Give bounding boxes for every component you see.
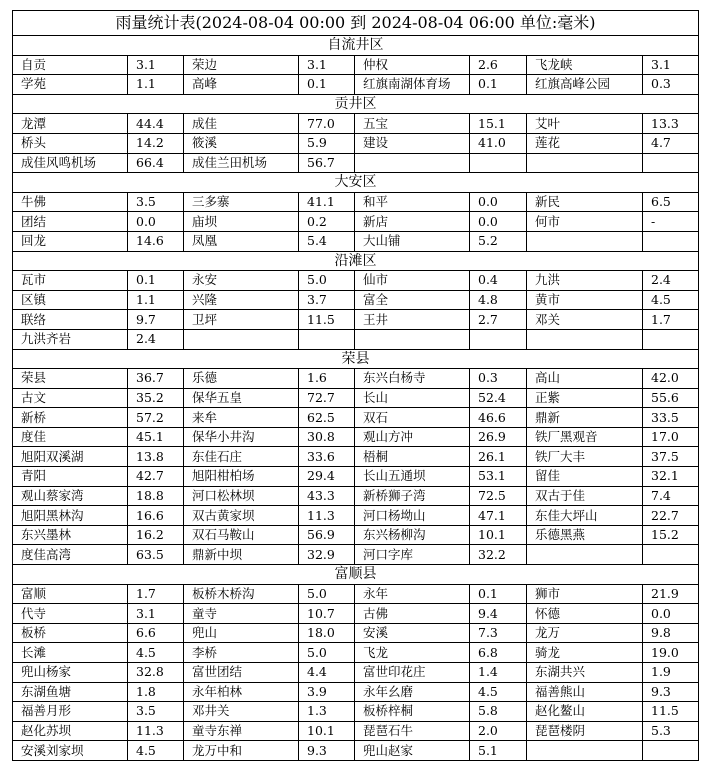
table-row — [13, 192, 699, 212]
rainfall-value: 5.8 — [470, 702, 527, 722]
rainfall-value: 4.8 — [470, 290, 527, 310]
rainfall-value: 0.3 — [643, 75, 699, 95]
rainfall-value: - — [643, 212, 699, 232]
station-name: 赵化鳌山 — [527, 702, 643, 722]
station-name: 正紫 — [527, 388, 643, 408]
station-name: 度佳 — [13, 427, 128, 447]
station-name: 保华五皇 — [184, 388, 299, 408]
station-name: 卫坪 — [184, 310, 299, 330]
table-row — [13, 114, 699, 134]
rainfall-value: 45.1 — [128, 427, 184, 447]
rainfall-value: 0.1 — [299, 75, 355, 95]
station-name: 永年幺磨 — [355, 682, 470, 702]
rainfall-value: 42.0 — [643, 369, 699, 389]
station-name: 旭阳黑林沟 — [13, 506, 128, 526]
rainfall-value: 0.1 — [128, 271, 184, 291]
rainfall-value: 35.2 — [128, 388, 184, 408]
rainfall-value: 1.8 — [128, 682, 184, 702]
station-name: 永安 — [184, 271, 299, 291]
station-name: 兴隆 — [184, 290, 299, 310]
station-name: 王井 — [355, 310, 470, 330]
station-name: 黄市 — [527, 290, 643, 310]
station-name: 乐德 — [184, 369, 299, 389]
table-row — [13, 721, 699, 741]
station-name: 富全 — [355, 290, 470, 310]
district-name: 荣县 — [13, 349, 699, 369]
station-name: 鼎新中坝 — [184, 545, 299, 565]
station-name: 长滩 — [13, 643, 128, 663]
rainfall-value: 9.3 — [643, 682, 699, 702]
station-name: 双石马鞍山 — [184, 525, 299, 545]
table-row — [13, 447, 699, 467]
title-row — [13, 11, 699, 36]
rainfall-value: 0.0 — [128, 212, 184, 232]
table-row — [13, 525, 699, 545]
station-name: 河口杨坳山 — [355, 506, 470, 526]
rainfall-value: 4.5 — [128, 643, 184, 663]
station-name: 古佛 — [355, 604, 470, 624]
station-name: 联络 — [13, 310, 128, 330]
station-name: 自贡 — [13, 55, 128, 75]
district-name: 大安区 — [13, 173, 699, 193]
rainfall-value: 0.0 — [643, 604, 699, 624]
rainfall-value: 32.9 — [299, 545, 355, 565]
rainfall-value: 6.6 — [128, 623, 184, 643]
station-name: 河口字库 — [355, 545, 470, 565]
station-name: 双石 — [355, 408, 470, 428]
rainfall-value: 0.0 — [470, 192, 527, 212]
rainfall-value: 32.2 — [470, 545, 527, 565]
table-row — [13, 212, 699, 232]
rainfall-value: 33.5 — [643, 408, 699, 428]
table-row — [13, 467, 699, 487]
district-header-row — [13, 565, 699, 585]
rainfall-value: 6.8 — [470, 643, 527, 663]
station-name: 东湖鱼塘 — [13, 682, 128, 702]
rainfall-value: 4.5 — [643, 290, 699, 310]
rainfall-value: 5.0 — [299, 584, 355, 604]
station-name: 福善月形 — [13, 702, 128, 722]
rainfall-value: 19.0 — [643, 643, 699, 663]
rainfall-value — [643, 741, 699, 761]
station-name: 福善熊山 — [527, 682, 643, 702]
rainfall-value: 21.9 — [643, 584, 699, 604]
station-name: 代寺 — [13, 604, 128, 624]
table-row — [13, 545, 699, 565]
rainfall-value: 9.4 — [470, 604, 527, 624]
station-name: 庙坝 — [184, 212, 299, 232]
rainfall-value: 3.1 — [299, 55, 355, 75]
station-name: 新民 — [527, 192, 643, 212]
station-name: 筱溪 — [184, 133, 299, 153]
rainfall-value: 0.2 — [299, 212, 355, 232]
rainfall-value: 32.8 — [128, 663, 184, 683]
rainfall-value: 1.3 — [299, 702, 355, 722]
station-name: 仙市 — [355, 271, 470, 291]
rainfall-value: 11.3 — [299, 506, 355, 526]
station-name: 永年 — [355, 584, 470, 604]
rainfall-value: 3.5 — [128, 702, 184, 722]
rainfall-value: 11.5 — [299, 310, 355, 330]
district-name: 自流井区 — [13, 36, 699, 56]
rainfall-value: 11.5 — [643, 702, 699, 722]
station-name: 大山铺 — [355, 231, 470, 251]
rainfall-value — [299, 329, 355, 349]
station-name: 安溪 — [355, 623, 470, 643]
station-name: 李桥 — [184, 643, 299, 663]
rainfall-value: 17.0 — [643, 427, 699, 447]
station-name: 琵琶楼阴 — [527, 721, 643, 741]
station-name: 来牟 — [184, 408, 299, 428]
station-name: 新桥 — [13, 408, 128, 428]
station-name: 东佳石庄 — [184, 447, 299, 467]
rainfall-value: 5.2 — [470, 231, 527, 251]
station-name: 和平 — [355, 192, 470, 212]
table-row — [13, 623, 699, 643]
rainfall-value: 13.8 — [128, 447, 184, 467]
rainfall-value: 56.9 — [299, 525, 355, 545]
station-name: 成佳 — [184, 114, 299, 134]
station-name: 骑龙 — [527, 643, 643, 663]
district-name: 富顺县 — [13, 565, 699, 585]
rainfall-value: 1.1 — [128, 75, 184, 95]
rainfall-value: 2.6 — [470, 55, 527, 75]
rainfall-value: 1.9 — [643, 663, 699, 683]
station-name: 赵化苏坝 — [13, 721, 128, 741]
station-name: 邓井关 — [184, 702, 299, 722]
table-row — [13, 584, 699, 604]
station-name: 兜山杨家 — [13, 663, 128, 683]
station-name: 度佳高湾 — [13, 545, 128, 565]
station-name: 莲花 — [527, 133, 643, 153]
table-row — [13, 388, 699, 408]
rainfall-value: 0.1 — [470, 584, 527, 604]
table-row — [13, 702, 699, 722]
station-name: 高峰 — [184, 75, 299, 95]
table-row — [13, 408, 699, 428]
station-name: 旭阳柑柏场 — [184, 467, 299, 487]
table-row — [13, 486, 699, 506]
station-name: 板桥 — [13, 623, 128, 643]
rainfall-value: 66.4 — [128, 153, 184, 173]
table-row — [13, 604, 699, 624]
station-name: 龙万 — [527, 623, 643, 643]
station-name: 龙潭 — [13, 114, 128, 134]
table-row — [13, 369, 699, 389]
district-header-row — [13, 94, 699, 114]
rainfall-value: 42.7 — [128, 467, 184, 487]
station-name: 琵琶石牛 — [355, 721, 470, 741]
rainfall-value: 6.5 — [643, 192, 699, 212]
station-name: 回龙 — [13, 231, 128, 251]
rainfall-table-body — [13, 11, 699, 761]
rainfall-value: 1.6 — [299, 369, 355, 389]
rainfall-value: 7.4 — [643, 486, 699, 506]
rainfall-value: 4.4 — [299, 663, 355, 683]
rainfall-value: 18.0 — [299, 623, 355, 643]
rainfall-value: 0.0 — [470, 212, 527, 232]
station-name — [527, 153, 643, 173]
rainfall-value — [643, 329, 699, 349]
table-row — [13, 741, 699, 761]
station-name: 龙万中和 — [184, 741, 299, 761]
station-name: 兜山赵家 — [355, 741, 470, 761]
station-name: 双古于佳 — [527, 486, 643, 506]
rainfall-value: 52.4 — [470, 388, 527, 408]
rainfall-table — [12, 10, 699, 761]
rainfall-value: 53.1 — [470, 467, 527, 487]
station-name: 成佳风鸣机场 — [13, 153, 128, 173]
station-name: 团结 — [13, 212, 128, 232]
station-name: 留佳 — [527, 467, 643, 487]
table-row — [13, 310, 699, 330]
rainfall-value: 37.5 — [643, 447, 699, 467]
station-name: 东佳大坪山 — [527, 506, 643, 526]
table-row — [13, 682, 699, 702]
station-name: 仲权 — [355, 55, 470, 75]
station-name: 牛佛 — [13, 192, 128, 212]
rainfall-value: 3.7 — [299, 290, 355, 310]
station-name — [527, 329, 643, 349]
station-name: 瓦市 — [13, 271, 128, 291]
station-name: 古文 — [13, 388, 128, 408]
station-name — [355, 153, 470, 173]
rainfall-value: 29.4 — [299, 467, 355, 487]
station-name: 邓关 — [527, 310, 643, 330]
rainfall-value: 55.6 — [643, 388, 699, 408]
rainfall-value: 2.4 — [643, 271, 699, 291]
rainfall-value: 10.1 — [299, 721, 355, 741]
station-name: 河口松林坝 — [184, 486, 299, 506]
station-name: 富世团结 — [184, 663, 299, 683]
rainfall-value: 26.9 — [470, 427, 527, 447]
rainfall-value: 16.2 — [128, 525, 184, 545]
rainfall-value: 5.4 — [299, 231, 355, 251]
station-name: 艾叶 — [527, 114, 643, 134]
rainfall-value: 3.1 — [128, 55, 184, 75]
rainfall-value: 11.3 — [128, 721, 184, 741]
station-name: 东兴墨林 — [13, 525, 128, 545]
rainfall-value: 1.1 — [128, 290, 184, 310]
table-row — [13, 271, 699, 291]
rainfall-value: 63.5 — [128, 545, 184, 565]
rainfall-value: 9.3 — [299, 741, 355, 761]
rainfall-value: 72.5 — [470, 486, 527, 506]
table-title: 雨量统计表(2024-08-04 00:00 到 2024-08-04 06:00 单位:毫米) — [13, 11, 699, 36]
station-name: 童寺 — [184, 604, 299, 624]
rainfall-value: 44.4 — [128, 114, 184, 134]
rainfall-value: 4.7 — [643, 133, 699, 153]
station-name: 五宝 — [355, 114, 470, 134]
table-row — [13, 153, 699, 173]
rainfall-value: 36.7 — [128, 369, 184, 389]
station-name: 观山方冲 — [355, 427, 470, 447]
station-name: 飞龙峡 — [527, 55, 643, 75]
station-name: 旭阳双溪湖 — [13, 447, 128, 467]
rainfall-value: 1.4 — [470, 663, 527, 683]
table-row — [13, 643, 699, 663]
rainfall-value: 15.2 — [643, 525, 699, 545]
rainfall-value: 16.6 — [128, 506, 184, 526]
table-row — [13, 329, 699, 349]
station-name: 双古黄家坝 — [184, 506, 299, 526]
table-row — [13, 133, 699, 153]
district-header-row — [13, 251, 699, 271]
rainfall-value: 5.3 — [643, 721, 699, 741]
rainfall-value: 1.7 — [128, 584, 184, 604]
station-name: 铁厂大丰 — [527, 447, 643, 467]
table-row — [13, 75, 699, 95]
rainfall-value: 13.3 — [643, 114, 699, 134]
rainfall-value — [643, 231, 699, 251]
station-name: 板桥木桥沟 — [184, 584, 299, 604]
rainfall-value: 3.1 — [643, 55, 699, 75]
rainfall-value: 2.4 — [128, 329, 184, 349]
station-name: 板桥梓桐 — [355, 702, 470, 722]
station-name: 长山五通坝 — [355, 467, 470, 487]
station-name: 狮市 — [527, 584, 643, 604]
rainfall-value: 2.7 — [470, 310, 527, 330]
district-name: 沿滩区 — [13, 251, 699, 271]
station-name: 永年柏林 — [184, 682, 299, 702]
rainfall-value: 22.7 — [643, 506, 699, 526]
station-name: 新桥狮子湾 — [355, 486, 470, 506]
station-name: 建设 — [355, 133, 470, 153]
station-name: 红旗高峰公园 — [527, 75, 643, 95]
station-name: 东湖共兴 — [527, 663, 643, 683]
station-name — [184, 329, 299, 349]
rainfall-value: 0.4 — [470, 271, 527, 291]
station-name: 荣县 — [13, 369, 128, 389]
rainfall-value: 3.9 — [299, 682, 355, 702]
rainfall-value: 41.1 — [299, 192, 355, 212]
rainfall-value: 7.3 — [470, 623, 527, 643]
rainfall-value: 15.1 — [470, 114, 527, 134]
station-name: 高山 — [527, 369, 643, 389]
rainfall-value: 9.7 — [128, 310, 184, 330]
station-name: 成佳兰田机场 — [184, 153, 299, 173]
rainfall-value: 30.8 — [299, 427, 355, 447]
rainfall-value: 10.7 — [299, 604, 355, 624]
district-header-row — [13, 349, 699, 369]
station-name: 东兴白杨寺 — [355, 369, 470, 389]
station-name: 荣边 — [184, 55, 299, 75]
station-name: 桥头 — [13, 133, 128, 153]
rainfall-value: 4.5 — [128, 741, 184, 761]
station-name: 三多寨 — [184, 192, 299, 212]
station-name: 何市 — [527, 212, 643, 232]
station-name: 富世印花庄 — [355, 663, 470, 683]
district-name: 贡井区 — [13, 94, 699, 114]
table-row — [13, 663, 699, 683]
rainfall-value: 4.5 — [470, 682, 527, 702]
rainfall-value: 3.5 — [128, 192, 184, 212]
rainfall-value: 0.1 — [470, 75, 527, 95]
rainfall-value: 47.1 — [470, 506, 527, 526]
station-name: 鼎新 — [527, 408, 643, 428]
station-name — [527, 741, 643, 761]
rainfall-value: 33.6 — [299, 447, 355, 467]
district-header-row — [13, 173, 699, 193]
station-name: 九洪齐岩 — [13, 329, 128, 349]
station-name: 乐德黑燕 — [527, 525, 643, 545]
station-name: 保华小井沟 — [184, 427, 299, 447]
station-name: 长山 — [355, 388, 470, 408]
station-name: 梧桐 — [355, 447, 470, 467]
rainfall-value: 77.0 — [299, 114, 355, 134]
rainfall-value — [470, 329, 527, 349]
station-name: 童寺东禅 — [184, 721, 299, 741]
rainfall-value: 5.9 — [299, 133, 355, 153]
rainfall-value: 57.2 — [128, 408, 184, 428]
station-name: 青阳 — [13, 467, 128, 487]
station-name — [355, 329, 470, 349]
rainfall-value: 46.6 — [470, 408, 527, 428]
rainfall-value: 5.0 — [299, 643, 355, 663]
station-name: 学苑 — [13, 75, 128, 95]
station-name: 兜山 — [184, 623, 299, 643]
table-row — [13, 231, 699, 251]
station-name: 区镇 — [13, 290, 128, 310]
station-name: 富顺 — [13, 584, 128, 604]
station-name: 凤凰 — [184, 231, 299, 251]
rainfall-value: 32.1 — [643, 467, 699, 487]
rainfall-value: 18.8 — [128, 486, 184, 506]
table-row — [13, 427, 699, 447]
rainfall-value: 26.1 — [470, 447, 527, 467]
rainfall-value — [643, 545, 699, 565]
district-header-row — [13, 36, 699, 56]
station-name: 东兴杨柳沟 — [355, 525, 470, 545]
rainfall-value: 1.7 — [643, 310, 699, 330]
station-name: 铁厂黑观音 — [527, 427, 643, 447]
rainfall-value: 14.2 — [128, 133, 184, 153]
rainfall-value — [643, 153, 699, 173]
station-name: 九洪 — [527, 271, 643, 291]
station-name: 安溪刘家坝 — [13, 741, 128, 761]
table-row — [13, 506, 699, 526]
rainfall-value: 3.1 — [128, 604, 184, 624]
station-name: 新店 — [355, 212, 470, 232]
station-name — [527, 545, 643, 565]
station-name: 飞龙 — [355, 643, 470, 663]
rainfall-value: 5.0 — [299, 271, 355, 291]
rainfall-value: 9.8 — [643, 623, 699, 643]
rainfall-value: 10.1 — [470, 525, 527, 545]
table-row — [13, 290, 699, 310]
rainfall-value: 41.0 — [470, 133, 527, 153]
rainfall-value — [470, 153, 527, 173]
station-name: 红旗南湖体育场 — [355, 75, 470, 95]
station-name: 观山蔡家湾 — [13, 486, 128, 506]
rainfall-value: 56.7 — [299, 153, 355, 173]
rainfall-value: 5.1 — [470, 741, 527, 761]
rainfall-value: 43.3 — [299, 486, 355, 506]
rainfall-value: 72.7 — [299, 388, 355, 408]
table-row — [13, 55, 699, 75]
station-name: 怀德 — [527, 604, 643, 624]
station-name — [527, 231, 643, 251]
rainfall-value: 0.3 — [470, 369, 527, 389]
rainfall-value: 62.5 — [299, 408, 355, 428]
rainfall-value: 2.0 — [470, 721, 527, 741]
rainfall-value: 14.6 — [128, 231, 184, 251]
